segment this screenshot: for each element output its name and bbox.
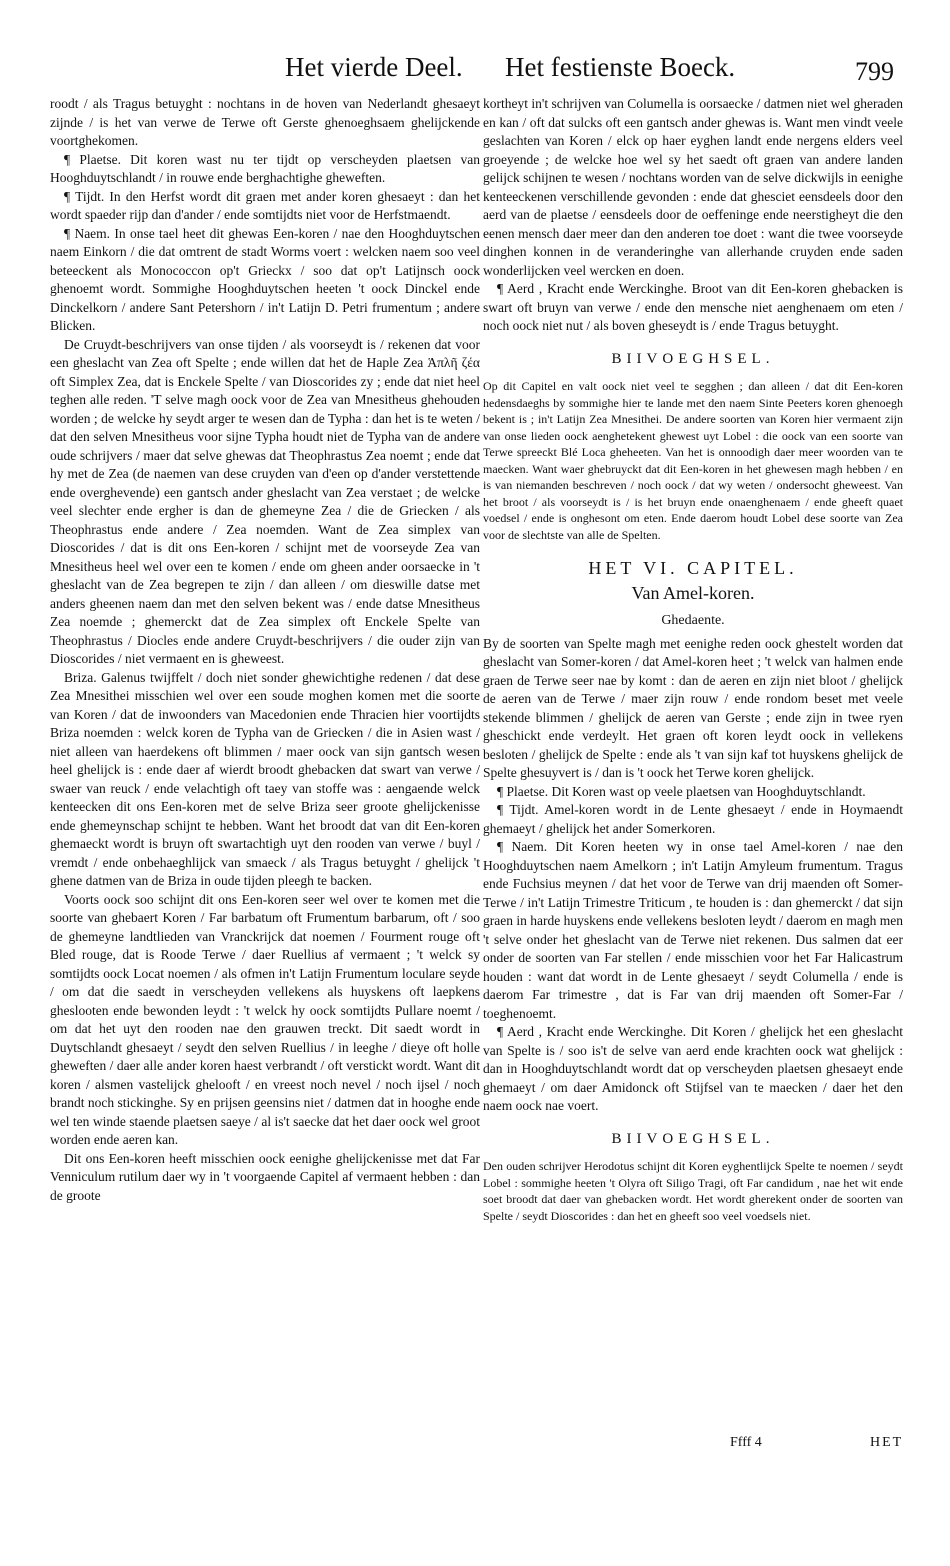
- chapter-subtitle: Van Amel-koren.: [631, 582, 755, 603]
- paragraph: kortheyt in't schrijven van Columella is oorsaecke / datmen niet wel gheraden en kan / oft dat sulcks oft een gantsch ander ghewas is. Want men vindt veele geslachten van Koren / elck op haer eyghen landt ende nergens elders veel groeyende ; de welcke hoe wel sy het saedt oft graen van andere landen gelijck schijnen te wesen / nochtans worden van de selve dickwijls in eenighe kenteeckenen verschillende gevonden : ende dat ghesciet eensdeels door den aerd van de plaetse / eensdeels door de oeffeninge ende neerstigheyt die den eenen mensch daer meer dan den anderen toe doet : want die twee voorseyde dinghen konnen in de veranderinghe van allerhande cruyden ende saden wonderlijcken veel wercken en doen.: [483, 96, 903, 278]
- signature-mark: Ffff 4: [730, 1435, 762, 1450]
- section-text: Op dit Capitel en valt oock niet veel te segghen ; dan alleen / dat dit Een-koren hedensdaeghs by sommighe hier te lande met den naem Sinte Peeters koren ghenoegh bekent is ; in't Latijn Zea Mnesithei. De andere soorten van Koren hier vermaent zijn van onse lieden oock aenghetekent ghewest uyt Lobel : die oock van een soorte van Terwe spreeckt Blé Loca gheheeten. Van het is onnoodigh daer meer woorden van te maecken. Want waer ghebruyckt dat dit Een-koren in het ghewesen magh hebben / en is van niemanden beschreven / noch oock / dat wy weten / ondersocht gheweest. Van het broot / als voorseydt is / is het bruyn ende onaenghenaem / ende gheeft quaet voedsel / ende is onghesont om eten. Ende daerom houdt Lobel dese soorte van Zea voor de slechtste van alle de Spelten.: [483, 379, 903, 542]
- paragraph-naem: ¶ Naem. In onse tael heet dit ghewas Een-koren / nae den Hooghduytschen naem Einkorn / die dat omtrent de stadt Worms voert : welcken naem soo veel beteeckent als Monococcon op't Grieckx / soo dat op't Latijnsch oock ghenoemt wordt. Sommighe Hooghduytschen heeten 't oock Dinckel ende Dinckelkorn / andere Sant Petershorn / in't Latijn D. Petri frumentum ; andere Blicken.: [50, 225, 480, 333]
- paragraph: De Cruydt-beschrijvers van onse tijden / als voorseydt is / rekenen dat voor een gheslacht van Zea oft Spelte ; ende willen dat het de Haple Zea Ἁπλῆ ζέα oft Simplex Zea, dat is Enckele Spelte / van Dioscorides zy ; ende dat niet heel teghen alle reden. 'T selve magh oock voor de Zea van Mnesitheus ghehouden worden ; de welcke hy seydt arger te wesen dan de Typha : dan het is te weten / dat den selven Mnesitheus voor sijne Typha houdt niet de Typha van de andere oude schrijvers / maer dat selve ghewas dat Theophrastus Zea noemt ; ende dat hy met de Zea (de naemen van dese cruyden van d'een op d'ander verstettende ende overghevende) een gantsch ander gheslacht van Zea verstaet ; de welcke veel slechter ende ergher is dan de ghemeyne Zea / die de Griecken / als Theophrastus ende andere / Zea noemden. Want de Zea simplex van Dioscorides / dat is dit ons Een-koren / schijnt met de voorseyde Zea van Mnesitheus heel wel over een te komen / ende om gheen ander oorsaecke in 't gheslacht van de Zea begrepen te zijn / dan alleen / om dieswille datse met anders gheenen naem dan met den selven bekent was / ende datse Mnesitheus Zea noemde ; ghemerckt dat de Zea simplex oft Enckele Spelte van Theophrastus / Diocles ende andere Cruydt-beschrijvers / die ouder zijn van Dioscorides / niet vermaent en is gheweest.: [50, 336, 480, 666]
- left-column: [50, 95, 480, 1205]
- paragraph-aerd: ¶ Aerd , Kracht ende Werckinghe. Dit Koren / ghelijck het een gheslacht van Spelte is / soo is't de selve van aerd ende krachten oock wat ghelijck : dan in Hooghduytschlandt wordt dat op verscheyden plaetsen ghesaeyt ende ghemaeyt / om daer Amidonck oft Stijfsel van te maecken / daer het den naem oock nae voert.: [483, 1024, 903, 1113]
- subheading-ghedaente: Ghedaente.: [661, 613, 725, 628]
- section-heading: BIIVOEGHSEL.: [611, 350, 775, 367]
- section-text: Den ouden schrijver Herodotus schijnt dit Koren eyghentlijck Spelte te noemen / seydt Lobel : sommighe heeten 't Olyra oft Siligo Tragi, oft Far candidum , nae het wit ende soet broodt dat daer van ghebacken wordt. Het wordt gherekent onder de soorten van Spelte / seydt Dioscorides : dan het en gheeft soo veel voedsels niet.: [483, 1159, 903, 1223]
- section-heading: BIIVOEGHSEL.: [611, 1130, 775, 1147]
- catchword: HET: [870, 1435, 904, 1450]
- paragraph: Dit ons Een-koren heeft misschien oock eenighe ghelijckenisse met dat Far Venniculum rutilum daer wy in 't voorgaende Capitel af vermaent hebben : dan de groote: [50, 1150, 480, 1203]
- paragraph: roodt / als Tragus betuyght : nochtans in de hoven van Nederlandt ghesaeyt zijnde / is het van verwe de Terwe oft Gerste ghenoeghsaem ghelijckende voortghekomen.: [50, 96, 480, 148]
- right-column: [483, 95, 903, 1224]
- paragraph-plaetse: ¶ Plaetse. Dit Koren wast op veele plaetsen van Hooghduytschlandt.: [497, 783, 866, 799]
- chapter-title: HET VI. CAPITEL.: [588, 558, 798, 578]
- running-head-part: Het vierde Deel.: [285, 52, 463, 82]
- paragraph-aerd: ¶ Aerd , Kracht ende Werckinghe. Broot van dit Een-koren ghebacken is swart oft bruyn van verwe / ende den mensche niet aenghenaem om eten / noch oock niet nut / als boven gheseydt is / ende Tragus betuyght.: [483, 281, 903, 333]
- running-head-book: Het festienste Boeck.: [505, 52, 736, 82]
- paragraph: Voorts oock soo schijnt dit ons Een-koren seer wel over te komen met die soorte van ghebaert Koren / Far barbatum oft Frumentum barbarum, oft / soo de ghemeyne landtlieden van Vranckrijck dat noemen / Fourment rouge oft Bled rouge, dat is Roode Terwe / daer Ruellius af vermaent ; 't welck sy somtijdts oock Locat noemen / als ofmen in't Latijn Frumentum loculare seyde / om dat die saedt in verscheyden vellekens als huyskens oft laepkens gheslooten ende bewonden leydt : 't welck hy oock somtijdts Pullare noemt / om dat het uyt den rooden nae den grauwen treckt. Dit saedt wordt in Duytschlandt ghesaeyt / seydt den selven Ruellius / in leeghe / dieye oft holle gheweften / daer alle ander koren haest verbrandt / oft verstickt wordt. Want dit koren / alsmen vastelijck ghelooft / en vreest noch nevel / noch ijsel / noch brandt noch stickinghe. Sy en prijsen geensins niet / datmen dat in hooghe ende wel ten winde staende plaetsen saeye / al is't saecke dat het daer oock wel groot worden ende aeren kan.: [50, 891, 480, 1147]
- paragraph-plaetse: ¶ Plaetse. Dit koren wast nu ter tijdt op verscheyden plaetsen van Hooghduytschlandt / in rouwe ende berghachtighe gheweften.: [50, 151, 480, 185]
- paragraph-tijdt: ¶ Tijdt. In den Herfst wordt dit graen met ander koren ghesaeyt : dan het wordt spaeder rijp dan d'ander / ende somtijdts niet voor de Herfstmaendt.: [50, 188, 480, 222]
- paragraph-naem: ¶ Naem. Dit Koren heeten wy in onse tael Amel-koren / nae den Hooghduytschen naem Amelkorn ; in't Latijn Amyleum frumentum. Tragus ende Fuchsius meynen / dat het voor de Terwe van drij maenden oft Somer-Terwe / in't Latijn Trimestre Triticum , te houden is : dan ghemerckt / dat sijn graen in harde huyskens ende vellekens besloten leydt / daerom en magh men 't selve onder het gheslacht van de Terwe niet rekenen. Dus salmen dat eer onder de soorten van Far stellen / ende misschien voor het Far Halicastrum houden : want dat wordt in de Lente ghesaeyt / seydt Columella / ende is daerom Far trimestre , dat is Far van drij maenden oft Somer-Far / toeghenoemt.: [483, 839, 903, 1021]
- paragraph-briza: Briza. Galenus twijffelt / doch niet sonder ghewichtighe redenen / dat dese Zea Mnesithei misschien wel over een soude moghen komen met die soorte van Koren / dat de inwoonders van Macedonien ende Thracien hier voortijdts Briza noemden : welck koren de Typha van de Griecken / die in Asien wast / niet alleen van haerdekens oft blimmen / maer oock van sijn gantsch wesen heel ghelijck is : ende daer af wierdt broodt ghebacken dat swart van verwe / swaer van reuck / ende velachtigh oft taey van stoffe was : aengaende welck kenteecken dit ons Een-koren met de selve Briza seer groote ghelijckenisse ende ghemeynschap schijnt te hebben. Want het broodt dat van dit Een-koren ghemaeckt wordt is bruyn oft swartachtigh uyt den rooden van verwe / buyl / vremdt / ende onbehaeghlijck van smaeck / als Tragus betuyght / ghelijck 't ghene datmen van de Briza in oude tijden pleegh te backen.: [50, 669, 480, 888]
- page-number: 799: [855, 57, 894, 86]
- paragraph-tijdt: ¶ Tijdt. Amel-koren wordt in de Lente ghesaeyt / ende in Hoymaendt ghemaeyt / ghelijck het ander Somerkoren.: [483, 802, 903, 836]
- paragraph: By de soorten van Spelte magh met eenighe reden oock ghestelt worden dat gheslacht van Somer-koren / dat Amel-koren heet ; 't welck van halmen ende graen de Terwe seer nae by komt : dan de aeren en zijn niet bloot / ghelijck de aeren van de Terwe / maer zijn rouw / ende rondom beset met veele stekende blimmen / ghelijck de aeren van Gerste ; ende zijn in twee ryen gheschickt ende verdeylt. Het graen oft koren leydt oock in vellekens besloten / ghelijck de Spelte : ende als 't van sijn kaf tot huyskens ghelijck de Spelte ghesuyvert is / dan is 't oock het Terwe koren ghelijck.: [483, 635, 903, 780]
